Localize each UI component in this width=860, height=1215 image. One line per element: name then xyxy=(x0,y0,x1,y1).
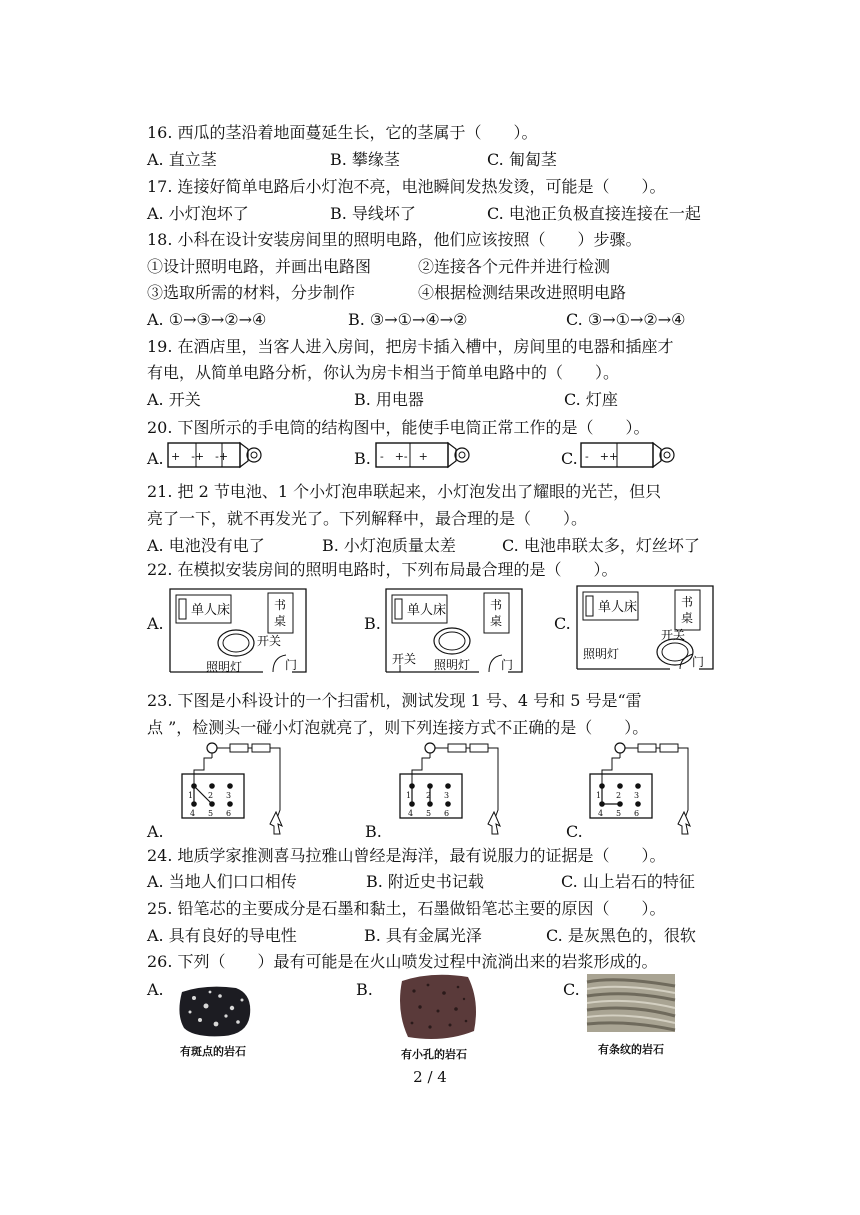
porous-rock-caption: 有小孔的岩石 xyxy=(401,1048,467,1061)
q20-option-c[interactable]: C. xyxy=(561,449,578,468)
q18-option-a[interactable]: A. ①→③→②→④ xyxy=(147,310,267,329)
flashlight-b-signs: - +- + xyxy=(380,450,428,463)
terminal-number: 4 xyxy=(190,809,196,818)
terminal-number: 2 xyxy=(208,791,214,800)
q23-option-b[interactable]: B. xyxy=(365,822,382,841)
door-label: 门 xyxy=(285,658,298,672)
mine-sweeper-c[interactable] xyxy=(586,740,706,840)
wire xyxy=(412,758,430,786)
terminal-dot xyxy=(599,783,605,789)
terminal-number: 2 xyxy=(616,791,622,800)
battery-icon xyxy=(230,744,248,752)
q22-option-b[interactable]: B. xyxy=(364,614,381,633)
terminal-dot xyxy=(427,783,433,789)
q25-stem: 25. 铅笔芯的主要成分是石墨和黏土，石墨做铅笔芯主要的原因（ ）。 xyxy=(147,899,666,918)
bulb-icon xyxy=(425,743,435,753)
terminal-dot xyxy=(409,801,415,807)
q22-option-c[interactable]: C. xyxy=(554,614,571,633)
room-layout-b[interactable] xyxy=(384,587,524,677)
q21-option-b[interactable]: B. 小灯泡质量太差 xyxy=(322,536,456,555)
q24-option-b[interactable]: B. 附近史书记载 xyxy=(366,872,484,891)
q25-option-b[interactable]: B. 具有金属光泽 xyxy=(364,926,482,945)
terminal-dot xyxy=(617,783,623,789)
flashlight-c-signs: - ++ xyxy=(585,450,619,463)
battery-icon xyxy=(470,744,488,752)
q19-stem-line2: 有电，从简单电路分析，你认为房卡相当于简单电路中的（ ）。 xyxy=(147,363,620,382)
desk-label-2: 桌 xyxy=(274,614,287,628)
q17-stem: 17. 连接好简单电路后小灯泡不亮，电池瞬间发热发烫，可能是（ ）。 xyxy=(147,177,666,196)
striped-rock-image[interactable] xyxy=(587,974,675,1032)
switch-label: 开关 xyxy=(392,652,417,666)
q16-stem: 16. 西瓜的茎沿着地面蔓延生长，它的茎属于（ ）。 xyxy=(147,123,538,142)
terminal-dot xyxy=(445,801,451,807)
desk-label-2: 桌 xyxy=(681,611,694,625)
flashlight-a-signs: + -+ -+ xyxy=(171,450,229,463)
probe-icon xyxy=(270,812,282,834)
lamp-label: 照明灯 xyxy=(583,647,620,661)
q25-option-a[interactable]: A. 具有良好的导电性 xyxy=(147,926,297,945)
q18-step-4: ④根据检测结果改进照明电路 xyxy=(418,283,627,302)
room-layout-a[interactable] xyxy=(168,587,308,677)
q21-option-a[interactable]: A. 电池没有电了 xyxy=(147,536,265,555)
wire xyxy=(602,758,620,786)
terminal-dot xyxy=(227,783,233,789)
battery-icon xyxy=(252,744,270,752)
room-layout-c[interactable] xyxy=(575,584,715,674)
q20-option-a[interactable]: A. xyxy=(147,449,164,468)
q20-stem: 20. 下图所示的手电筒的结构图中，能使手电筒正常工作的是（ ）。 xyxy=(147,418,650,437)
terminal-dot xyxy=(409,783,415,789)
terminal-dot xyxy=(191,783,197,789)
flashlight-a-diagram[interactable] xyxy=(166,439,266,475)
terminal-number: 6 xyxy=(444,809,450,818)
q21-stem-line2: 亮了一下，就不再发光了。下列解释中，最合理的是（ ）。 xyxy=(147,509,588,528)
battery-icon xyxy=(660,744,678,752)
q24-option-c[interactable]: C. 山上岩石的特征 xyxy=(561,872,695,891)
q21-option-c[interactable]: C. 电池串联太多，灯丝坏了 xyxy=(502,536,700,555)
q22-stem: 22. 在模拟安装房间的照明电路时，下列布局最合理的是（ ）。 xyxy=(147,560,618,579)
q18-option-b[interactable]: B. ③→①→④→② xyxy=(348,310,468,329)
terminal-number: 5 xyxy=(208,809,214,818)
terminal-number: 3 xyxy=(444,791,450,800)
q18-option-c[interactable]: C. ③→①→②→④ xyxy=(566,310,686,329)
mine-sweeper-a[interactable] xyxy=(178,740,298,840)
terminal-number: 3 xyxy=(226,791,232,800)
q23-option-c[interactable]: C. xyxy=(566,822,583,841)
bulb-icon xyxy=(615,743,625,753)
terminal-number: 4 xyxy=(598,809,604,818)
battery-icon xyxy=(448,744,466,752)
terminal-dot xyxy=(209,783,215,789)
bed-label: 单人床 xyxy=(191,603,231,618)
door-label: 门 xyxy=(692,655,705,669)
terminal-dot xyxy=(445,783,451,789)
flashlight-c-diagram[interactable] xyxy=(579,439,679,475)
q17-option-b[interactable]: B. 导线坏了 xyxy=(330,204,416,223)
terminal-number: 6 xyxy=(226,809,232,818)
terminal-dot xyxy=(427,801,433,807)
terminal-number: 6 xyxy=(634,809,640,818)
q19-stem-line1: 19. 在酒店里，当客人进入房间，把房卡插入槽中，房间里的电器和插座才 xyxy=(147,337,674,356)
terminal-number: 1 xyxy=(596,791,602,800)
q23-stem-line1: 23. 下图是小科设计的一个扫雷机，测试发现 1 号、4 号和 5 号是“雷 xyxy=(147,691,642,710)
q22-option-a[interactable]: A. xyxy=(147,614,164,633)
terminal-dot xyxy=(227,801,233,807)
q18-stem: 18. 小科在设计安装房间里的照明电路，他们应该按照（ ）步骤。 xyxy=(147,230,642,249)
switch-label: 开关 xyxy=(661,628,686,642)
probe-icon xyxy=(488,812,500,834)
q19-option-b[interactable]: B. 用电器 xyxy=(354,390,424,409)
probe-icon xyxy=(678,812,690,834)
spotted-rock-image[interactable] xyxy=(176,984,254,1038)
terminal-number: 4 xyxy=(408,809,414,818)
door-label: 门 xyxy=(501,658,514,672)
desk-label-1: 书 xyxy=(490,598,503,612)
q18-step-1: ①设计照明电路，并画出电路图 xyxy=(147,257,372,276)
q17-option-a[interactable]: A. 小灯泡坏了 xyxy=(147,204,249,223)
terminal-dot xyxy=(635,783,641,789)
q23-stem-line2: 点 ”，检测头一碰小灯泡就亮了，则下列连接方式不正确的是（ ）。 xyxy=(147,718,649,737)
q26-option-c[interactable]: C. xyxy=(563,980,580,999)
terminal-dot xyxy=(599,801,605,807)
spotted-rock-caption: 有斑点的岩石 xyxy=(180,1045,246,1058)
q23-option-a[interactable]: A. xyxy=(147,822,164,841)
desk-label-1: 书 xyxy=(681,595,694,609)
desk-label-1: 书 xyxy=(274,598,287,612)
wire xyxy=(194,758,212,786)
terminal-dot xyxy=(635,801,641,807)
lamp-label: 照明灯 xyxy=(434,658,471,672)
terminal-dot xyxy=(209,801,215,807)
terminal-number: 5 xyxy=(426,809,432,818)
q21-stem-line1: 21. 把 2 节电池、1 个小灯泡串联起来，小灯泡发出了耀眼的光芒，但只 xyxy=(147,482,662,501)
q17-option-c[interactable]: C. 电池正负极直接连接在一起 xyxy=(487,204,701,223)
battery-icon xyxy=(638,744,656,752)
page-number: 2 / 4 xyxy=(413,1068,447,1086)
switch-label: 开关 xyxy=(257,634,282,648)
terminal-number: 1 xyxy=(188,791,194,800)
terminal-dot xyxy=(191,801,197,807)
terminal-dot xyxy=(617,801,623,807)
lamp-label: 照明灯 xyxy=(206,660,243,674)
q24-option-a[interactable]: A. 当地人们口口相传 xyxy=(147,872,297,891)
q20-option-b[interactable]: B. xyxy=(354,449,371,468)
q18-step-3: ③选取所需的材料，分步制作 xyxy=(147,283,356,302)
bed-label: 单人床 xyxy=(598,600,638,615)
q16-option-a[interactable]: A. 直立茎 xyxy=(147,150,217,169)
q19-option-c[interactable]: C. 灯座 xyxy=(564,390,618,409)
q16-option-b[interactable]: B. 攀缘茎 xyxy=(330,150,400,169)
q24-stem: 24. 地质学家推测喜马拉雅山曾经是海洋，最有说服力的证据是（ ）。 xyxy=(147,846,666,865)
q26-stem: 26. 下列（ ）最有可能是在火山喷发过程中流淌出来的岩浆形成的。 xyxy=(147,952,658,971)
mine-sweeper-b[interactable] xyxy=(396,740,516,840)
terminal-number: 2 xyxy=(426,791,432,800)
striped-rock-caption: 有条纹的岩石 xyxy=(598,1043,664,1056)
bed-label: 单人床 xyxy=(407,603,447,618)
q26-option-a[interactable]: A. xyxy=(147,980,164,999)
flashlight-b-diagram[interactable] xyxy=(374,439,474,475)
q25-option-c[interactable]: C. 是灰黑色的，很软 xyxy=(546,926,696,945)
q16-option-c[interactable]: C. 匍匐茎 xyxy=(487,150,557,169)
q26-option-b[interactable]: B. xyxy=(356,980,373,999)
desk-label-2: 桌 xyxy=(490,614,503,628)
terminal-number: 5 xyxy=(616,809,622,818)
terminal-number: 1 xyxy=(406,791,412,800)
bulb-icon xyxy=(207,743,217,753)
terminal-number: 3 xyxy=(634,791,640,800)
q18-step-2: ②连接各个元件并进行检测 xyxy=(418,257,611,276)
q19-option-a[interactable]: A. 开关 xyxy=(147,390,201,409)
porous-rock-image[interactable] xyxy=(394,971,480,1043)
